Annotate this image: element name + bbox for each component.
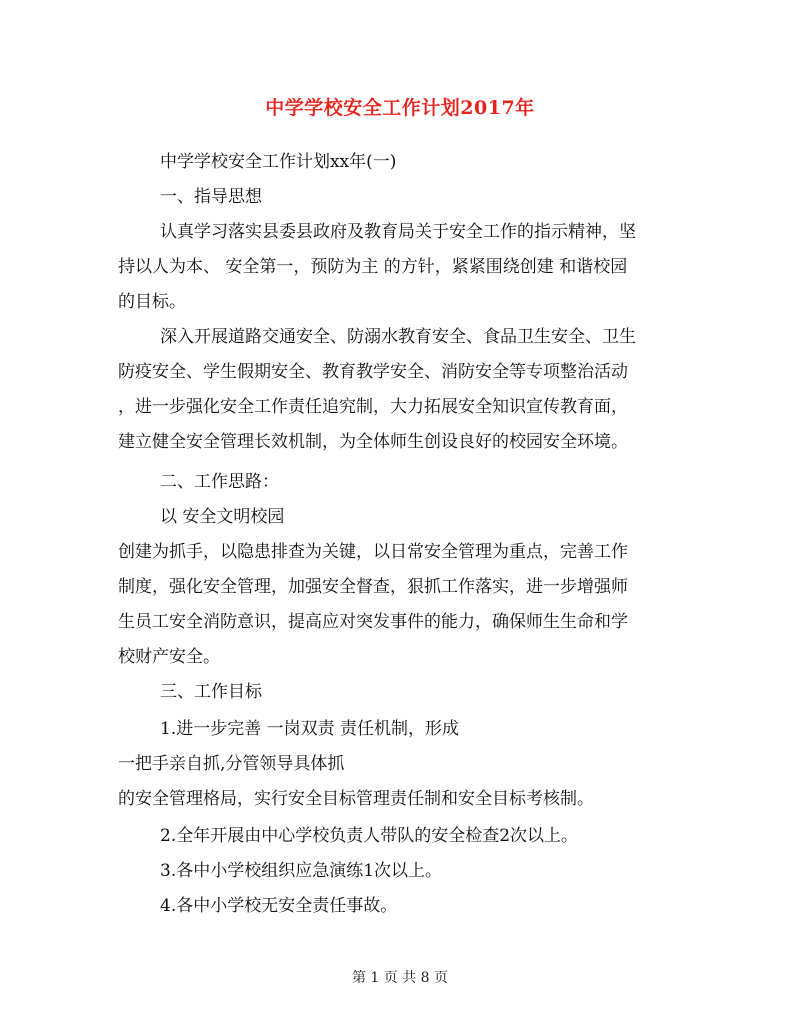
paragraph-line: ，进一步强化安全工作责任追究制，大力拓展安全知识宣传教育面， <box>118 397 628 417</box>
paragraph-line: 制度，强化安全管理，加强安全督查，狠抓工作落实，进一步增强师 <box>118 577 628 597</box>
document-title: 中学学校安全工作计划2017年 <box>265 97 535 119</box>
list-item: 1.进一步完善 一岗双责 责任机制，形成 <box>160 719 460 739</box>
paragraph-line: 认真学习落实县委县政府及教育局关于安全工作的指示精神，坚 <box>160 222 636 242</box>
subtitle-line: 中学学校安全工作计划xx年(一) <box>160 152 397 172</box>
paragraph-line: 的目标。 <box>118 292 186 312</box>
paragraph-line: 校财产安全。 <box>118 647 220 667</box>
section-heading-3: 三、工作目标 <box>160 682 262 702</box>
paragraph-line: 生员工安全消防意识，提高应对突发事件的能力，确保师生生命和学 <box>118 612 628 632</box>
paragraph-line: 创建为抓手，以隐患排查为关键，以日常安全管理为重点，完善工作 <box>118 542 628 562</box>
paragraph-line: 一把手亲自抓,分管领导具体抓 <box>118 754 345 774</box>
paragraph-line: 持以人为本、 安全第一，预防为主 的方针，紧紧围绕创建 和谐校园 <box>118 257 628 277</box>
paragraph-line: 以 安全文明校园 <box>160 507 285 527</box>
paragraph-line: 深入开展道路交通安全、防溺水教育安全、食品卫生安全、卫生 <box>160 327 636 347</box>
list-item: 3.各中小学校组织应急演练1次以上。 <box>160 861 443 881</box>
paragraph-line: 的安全管理格局，实行安全目标管理责任制和安全目标考核制。 <box>118 789 594 809</box>
list-item: 2.全年开展由中心学校负责人带队的安全检查2次以上。 <box>160 826 579 846</box>
section-heading-1: 一、指导思想 <box>160 187 262 207</box>
section-heading-2: 二、工作思路： <box>160 472 279 492</box>
page-number-footer: 第 1 页 共 8 页 <box>351 970 449 986</box>
paragraph-line: 建立健全安全管理长效机制，为全体师生创设良好的校园安全环境。 <box>118 432 628 452</box>
list-item: 4.各中小学校无安全责任事故。 <box>160 896 398 916</box>
paragraph-line: 防疫安全、学生假期安全、教育教学安全、消防安全等专项整治活动 <box>118 362 628 382</box>
